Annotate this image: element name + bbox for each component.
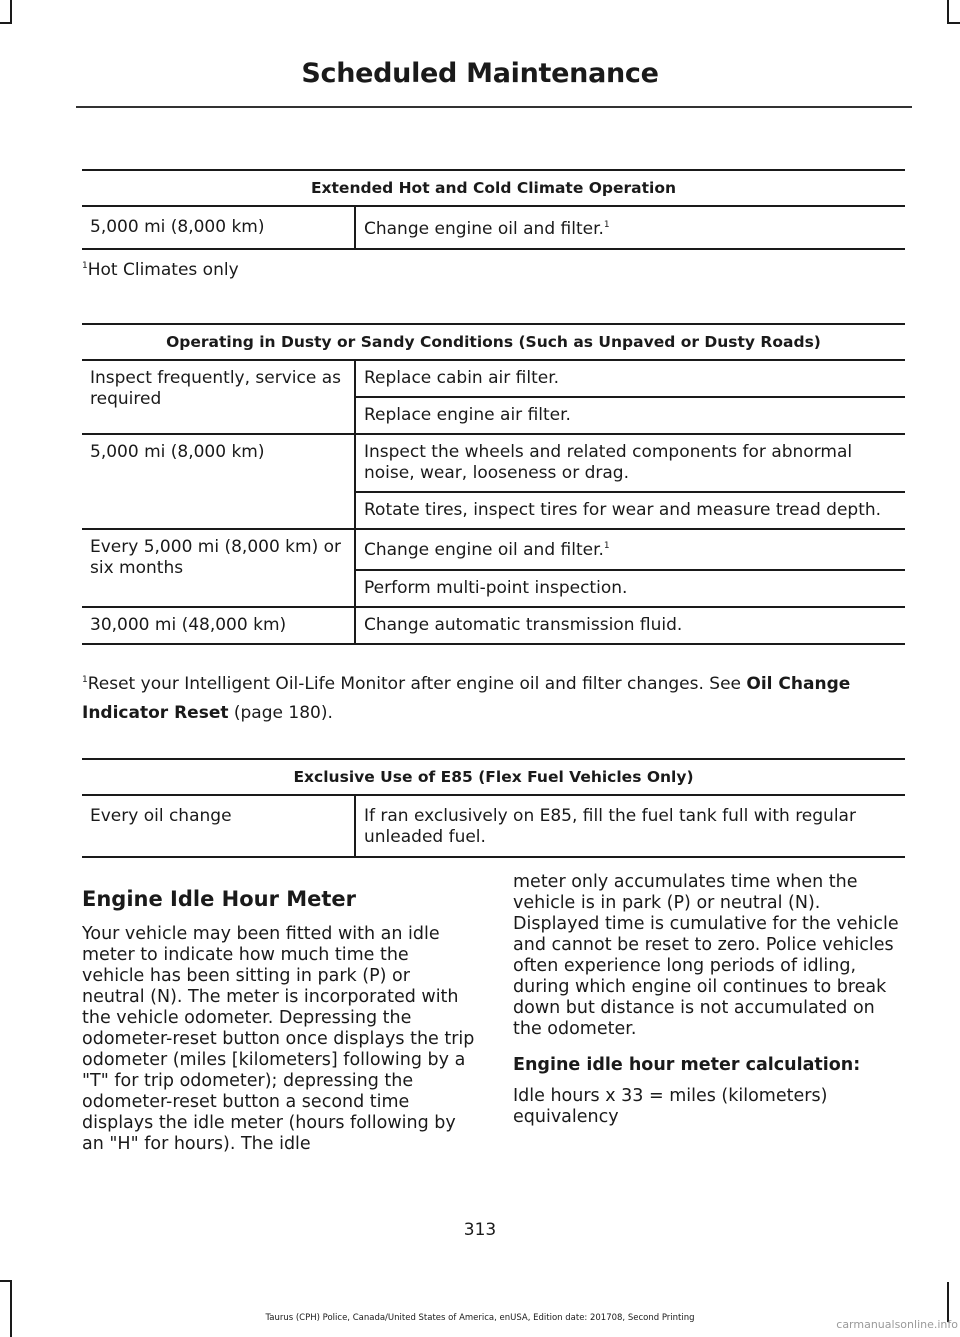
footnote-marker: 1	[82, 675, 88, 685]
table-row	[82, 529, 905, 570]
action-cell: If ran exclusively on E85, fill the fuel tank full with regular unleaded fuel.	[355, 795, 905, 857]
crop-mark-top-right-h	[947, 22, 960, 24]
page-reference: (page 180).	[228, 703, 333, 723]
action-cell: Change automatic transmission fluid.	[355, 607, 905, 644]
crop-mark-bottom-left-v	[10, 1282, 12, 1337]
interval-cell: 5,000 mi (8,000 km)	[82, 206, 355, 249]
action-cell	[355, 529, 905, 570]
section-heading: Engine Idle Hour Meter	[82, 887, 357, 911]
table-row	[82, 434, 905, 492]
right-column	[513, 872, 909, 1136]
watermark: carmanualsonline.info	[836, 1318, 958, 1331]
body-paragraph: meter only accumulates time when the vehicle is in park (P) or neutral (N). Displayed time is cumulative for the vehicle and cannot be reset to zero. Police vehicles often experience long periods of idling, during which engine oil continues to break down but distance is not accumulated on the odometer.	[513, 872, 899, 1039]
table-title: Operating in Dusty or Sandy Conditions (Such as Unpaved or Dusty Roads)	[82, 324, 905, 360]
extended-climate-table	[82, 169, 905, 250]
footnote-text: Reset your Intelligent Oil-Life Monitor after engine oil and filter changes. See	[87, 674, 747, 694]
crop-mark-top-left-v	[10, 0, 12, 22]
action-cell: Replace cabin air filter.	[355, 360, 905, 397]
action-text: Change engine oil and filter.	[364, 219, 604, 239]
interval-cell: Every oil change	[82, 795, 355, 857]
table-row	[82, 607, 905, 644]
crop-mark-bottom-left-h	[0, 1280, 12, 1282]
footnote-text: Hot Climates only	[87, 260, 239, 280]
footnote	[82, 670, 912, 728]
dusty-conditions-table	[82, 323, 905, 645]
page-title: Scheduled Maintenance	[301, 58, 659, 89]
footer-text: Taurus (CPH) Police, Canada/United States of America, enUSA, Edition date: 201708, Second Printing	[265, 1313, 695, 1323]
crop-mark-top-left-h	[0, 22, 12, 24]
interval-cell: Every 5,000 mi (8,000 km) or six months	[82, 529, 355, 607]
formula-text: Idle hours x 33 = miles (kilometers) equivalency	[513, 1086, 828, 1127]
action-text: Change engine oil and filter.	[364, 540, 604, 560]
action-cell	[355, 206, 905, 249]
e85-table	[82, 758, 905, 858]
footnote-marker: 1	[82, 261, 88, 271]
crop-mark-top-right-v	[947, 0, 949, 22]
footnote	[82, 256, 912, 285]
table-row	[82, 795, 905, 857]
page-number: 313	[463, 1220, 497, 1240]
title-divider	[76, 106, 912, 108]
action-cell: Perform multi-point inspection.	[355, 570, 905, 607]
interval-cell: 5,000 mi (8,000 km)	[82, 434, 355, 529]
action-cell: Replace engine air filter.	[355, 397, 905, 434]
table-row	[82, 206, 905, 249]
action-cell: Rotate tires, inspect tires for wear and measure tread depth.	[355, 492, 905, 529]
interval-cell: 30,000 mi (48,000 km)	[82, 607, 355, 644]
footnote-ref: 1	[603, 220, 610, 230]
left-column	[82, 886, 476, 1163]
footnote-ref: 1	[603, 541, 610, 551]
table-title: Extended Hot and Cold Climate Operation	[82, 170, 905, 206]
subheading: Engine idle hour meter calculation:	[513, 1055, 861, 1075]
action-cell: Inspect the wheels and related components for abnormal noise, wear, looseness or drag.	[355, 434, 905, 492]
table-title: Exclusive Use of E85 (Flex Fuel Vehicles Only)	[82, 759, 905, 795]
interval-cell: Inspect frequently, service as required	[82, 360, 355, 434]
cross-reference-link[interactable]: Oil Change Indicator Reset	[82, 674, 851, 723]
body-paragraph: Your vehicle may been fitted with an idle meter to indicate how much time the vehicle has been sitting in park (P) or neutral (N). The meter is incorporated with the vehicle odometer. Depressing the odometer-reset button once displays the trip odometer (miles [kilometers] following by a "T" for trip odometer); depressing the odometer-reset button a second time displays the idle meter (hours following by an "H" for hours). The idle	[82, 924, 475, 1154]
table-row	[82, 360, 905, 397]
